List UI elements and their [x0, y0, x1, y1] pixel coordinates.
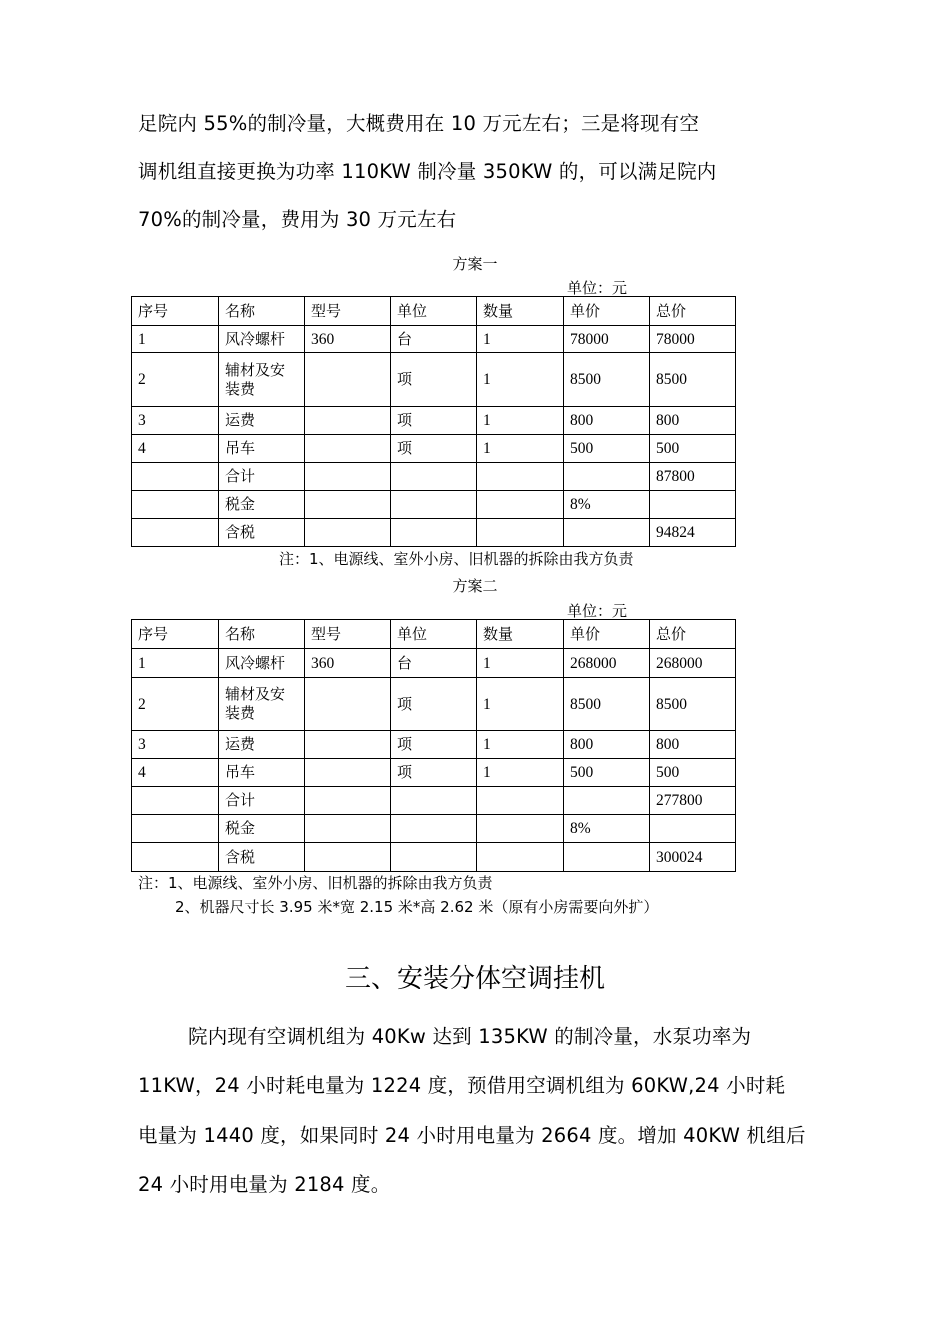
table-row	[132, 843, 736, 872]
cell-price: 500	[564, 435, 650, 463]
plan1-header-row	[132, 297, 736, 326]
plan1-table	[131, 296, 736, 547]
intro-line-2: 调机组直接更换为功率 110KW 制冷量 350KW 的，可以满足院内	[138, 160, 717, 183]
plan2-unit: 单位：元	[567, 602, 628, 620]
cell-total: 300024	[650, 843, 736, 872]
cell-price	[564, 843, 650, 872]
cell-index: 2	[132, 678, 219, 731]
cell-total: 277800	[650, 787, 736, 815]
cell-total	[650, 491, 736, 519]
cell-unit	[391, 463, 477, 491]
plan2-header-row	[132, 620, 736, 649]
cell-index	[132, 463, 219, 491]
cell-price	[564, 787, 650, 815]
col-header: 名称	[219, 297, 305, 326]
cell-total: 500	[650, 435, 736, 463]
col-header: 序号	[132, 620, 219, 649]
body-line-4: 24 小时用电量为 2184 度。	[138, 1173, 391, 1196]
col-header: 单位	[391, 620, 477, 649]
table-row	[132, 435, 736, 463]
cell-total: 87800	[650, 463, 736, 491]
plan2-table	[131, 619, 736, 872]
cell-unit	[391, 491, 477, 519]
table-row	[132, 678, 736, 731]
col-header: 型号	[305, 620, 391, 649]
cell-qty	[477, 843, 564, 872]
cell-total: 8500	[650, 678, 736, 731]
cell-total: 800	[650, 731, 736, 759]
cell-price	[564, 519, 650, 547]
cell-qty	[477, 815, 564, 843]
cell-model: 360	[305, 326, 391, 353]
table-row	[132, 649, 736, 678]
cell-qty: 1	[477, 353, 564, 407]
col-header: 单价	[564, 297, 650, 326]
cell-name: 税金	[219, 491, 305, 519]
cell-name: 含税	[219, 519, 305, 547]
cell-unit	[391, 787, 477, 815]
cell-price: 800	[564, 407, 650, 435]
cell-model	[305, 678, 391, 731]
plan1-note: 注：1、电源线、室外小房、旧机器的拆除由我方负责	[279, 550, 634, 568]
cell-qty	[477, 519, 564, 547]
table-row	[132, 815, 736, 843]
cell-index: 4	[132, 435, 219, 463]
cell-model: 360	[305, 649, 391, 678]
cell-price	[564, 463, 650, 491]
cell-unit: 项	[391, 759, 477, 787]
plan2-note-1: 注：1、电源线、室外小房、旧机器的拆除由我方负责	[138, 874, 493, 892]
col-header: 数量	[477, 297, 564, 326]
cell-index	[132, 519, 219, 547]
cell-name: 合计	[219, 787, 305, 815]
cell-model	[305, 435, 391, 463]
cell-index: 2	[132, 353, 219, 407]
col-header: 名称	[219, 620, 305, 649]
cell-name: 辅材及安装费	[219, 678, 305, 731]
cell-price: 800	[564, 731, 650, 759]
body-line-3: 电量为 1440 度，如果同时 24 小时用电量为 2664 度。增加 40KW 机组后	[138, 1124, 806, 1147]
col-header: 序号	[132, 297, 219, 326]
cell-unit	[391, 843, 477, 872]
table-row	[132, 731, 736, 759]
cell-price: 268000	[564, 649, 650, 678]
table-row	[132, 519, 736, 547]
table-row	[132, 759, 736, 787]
table-row	[132, 353, 736, 407]
cell-total: 500	[650, 759, 736, 787]
cell-name: 风冷螺杆	[219, 649, 305, 678]
plan1-unit: 单位：元	[567, 279, 628, 297]
col-header: 型号	[305, 297, 391, 326]
col-header: 总价	[650, 620, 736, 649]
cell-model	[305, 843, 391, 872]
cell-price: 78000	[564, 326, 650, 353]
cell-model	[305, 759, 391, 787]
intro-line-1: 足院内 55%的制冷量，大概费用在 10 万元左右；三是将现有空	[138, 112, 700, 135]
intro-line-3: 70%的制冷量，费用为 30 万元左右	[138, 208, 457, 231]
cell-model	[305, 731, 391, 759]
col-header: 单价	[564, 620, 650, 649]
table-row	[132, 326, 736, 353]
cell-name: 运费	[219, 407, 305, 435]
table-row	[132, 787, 736, 815]
cell-qty	[477, 463, 564, 491]
plan2-title: 方案二	[452, 577, 498, 595]
cell-price: 500	[564, 759, 650, 787]
col-header: 数量	[477, 620, 564, 649]
cell-index	[132, 843, 219, 872]
cell-model	[305, 519, 391, 547]
cell-name: 辅材及安装费	[219, 353, 305, 407]
cell-price: 8500	[564, 353, 650, 407]
cell-name: 含税	[219, 843, 305, 872]
cell-model	[305, 463, 391, 491]
cell-index: 4	[132, 759, 219, 787]
cell-model	[305, 815, 391, 843]
col-header: 单位	[391, 297, 477, 326]
cell-qty: 1	[477, 407, 564, 435]
plan2-note-2: 2、机器尺寸长 3.95 米*宽 2.15 米*高 2.62 米（原有小房需要向外扩）	[175, 898, 659, 916]
cell-qty	[477, 491, 564, 519]
cell-name: 运费	[219, 731, 305, 759]
cell-qty: 1	[477, 435, 564, 463]
cell-total	[650, 815, 736, 843]
cell-index	[132, 815, 219, 843]
cell-name: 合计	[219, 463, 305, 491]
cell-qty: 1	[477, 731, 564, 759]
cell-total: 78000	[650, 326, 736, 353]
cell-unit: 项	[391, 353, 477, 407]
cell-total: 94824	[650, 519, 736, 547]
cell-name: 税金	[219, 815, 305, 843]
cell-index	[132, 491, 219, 519]
cell-qty	[477, 787, 564, 815]
cell-index: 1	[132, 649, 219, 678]
cell-total: 268000	[650, 649, 736, 678]
cell-unit: 台	[391, 649, 477, 678]
cell-unit	[391, 815, 477, 843]
cell-index: 3	[132, 407, 219, 435]
cell-qty: 1	[477, 678, 564, 731]
cell-unit: 项	[391, 435, 477, 463]
cell-qty: 1	[477, 326, 564, 353]
cell-price: 8500	[564, 678, 650, 731]
cell-price: 8%	[564, 491, 650, 519]
cell-model	[305, 491, 391, 519]
cell-index: 3	[132, 731, 219, 759]
table-row	[132, 463, 736, 491]
body-line-1: 院内现有空调机组为 40Kw 达到 135KW 的制冷量，水泵功率为	[188, 1025, 752, 1048]
cell-name: 风冷螺杆	[219, 326, 305, 353]
cell-total: 800	[650, 407, 736, 435]
cell-total: 8500	[650, 353, 736, 407]
cell-unit	[391, 519, 477, 547]
body-line-2: 11KW，24 小时耗电量为 1224 度，预借用空调机组为 60KW,24 小时耗	[138, 1074, 786, 1097]
table-row	[132, 491, 736, 519]
cell-model	[305, 787, 391, 815]
cell-unit: 项	[391, 678, 477, 731]
col-header: 总价	[650, 297, 736, 326]
cell-model	[305, 407, 391, 435]
cell-name: 吊车	[219, 435, 305, 463]
cell-qty: 1	[477, 649, 564, 678]
cell-price: 8%	[564, 815, 650, 843]
cell-unit: 台	[391, 326, 477, 353]
cell-name: 吊车	[219, 759, 305, 787]
cell-unit: 项	[391, 407, 477, 435]
plan1-title: 方案一	[452, 255, 498, 273]
cell-index	[132, 787, 219, 815]
cell-index: 1	[132, 326, 219, 353]
section-heading: 三、安装分体空调挂机	[344, 964, 605, 994]
cell-model	[305, 353, 391, 407]
cell-unit: 项	[391, 731, 477, 759]
table-row	[132, 407, 736, 435]
cell-qty: 1	[477, 759, 564, 787]
